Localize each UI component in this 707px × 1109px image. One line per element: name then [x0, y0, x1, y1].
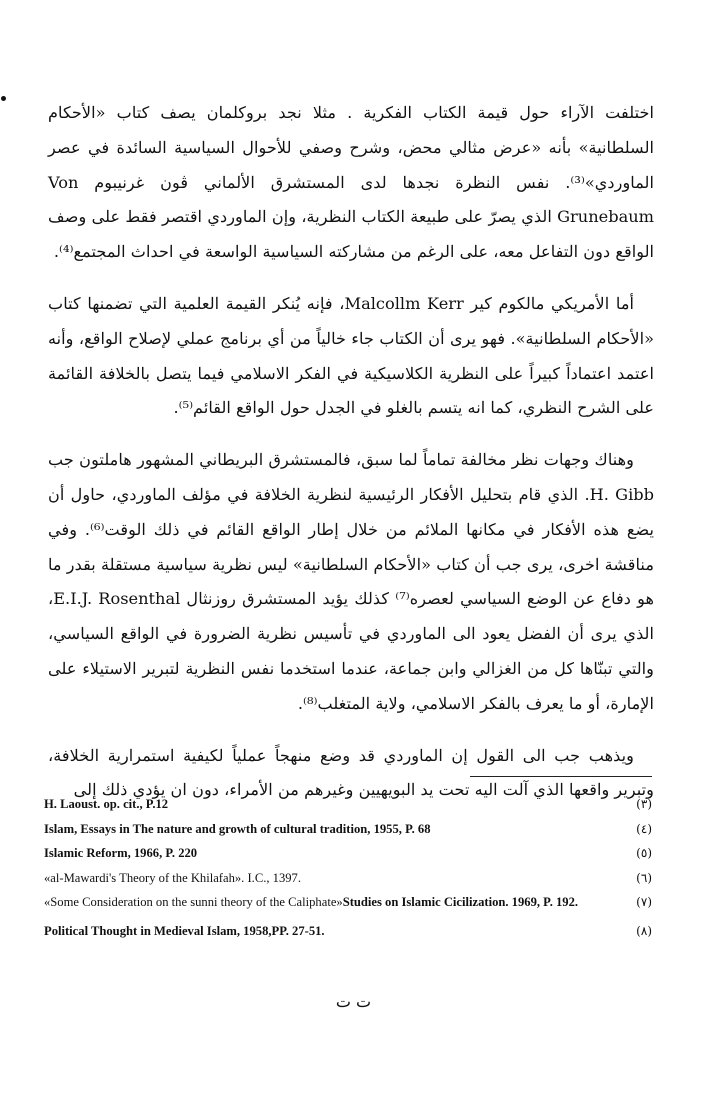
footnote-text: Islamic Reform, 1966, P. 220: [44, 846, 198, 860]
footnote-number: (٦): [636, 870, 652, 885]
page-number: ت ت: [335, 992, 372, 1011]
footnote-text: H. Laoust. op. cit., P.12: [44, 797, 169, 811]
footnote-number: (٨): [636, 923, 652, 938]
footnote-number: (٥): [636, 846, 652, 860]
footnote: [44, 841, 652, 866]
footnote-text: [44, 890, 612, 915]
footnote-text: Political Thought in Medieval Islam, 1958,PP. 27-51.: [44, 923, 325, 938]
footnote: [44, 866, 652, 891]
main-text: [48, 96, 654, 825]
footnotes: [44, 792, 652, 943]
footnote-number: (٧): [636, 895, 652, 909]
paragraph: أما الأمريكي مالكوم كير Malcollm Kerr، فإنه يُنكر القيمة العلمية التي تضمنها كتاب «الأحكام السلطانية». فهو يرى أن الكتاب جاء خالياً من أي برنامج عملي لإصلاح الواقع، وأنه اعتمد اعتماداً كبيراً على النظرية الكلاسيكية في الفكر الاسلامي فيما يتصل بالخلافة القائمة على الشرح النظري، كما انه يتسم بالغلو في الجدل حول الواقع القائم⁽⁵⁾.: [48, 293, 654, 418]
footnote-divider: [470, 776, 652, 777]
footnote-number: (٣): [636, 797, 652, 811]
paragraph: وهناك وجهات نظر مخالفة تماماً لما سبق، فالمستشرق البريطاني المشهور هاملتون جب H. Gibb. الذي قام بتحليل الأفكار الرئيسية لنظرية الخلافة في مؤلف الماوردي، حاول أن يضع هذه الأفكار في مكانها الملائم من خلال إطار الواقع القائم في ذلك الوقت⁽⁶⁾. وفي مناقشة اخرى، يرى جب أن كتاب «الأحكام السلطانية» ليس نظرية سياسية مستقلة بقدر ما هو دفاع عن الوضع السياسي لعصره⁽⁷⁾ كذلك يؤيد المستشرق روزنثال E.I.J. Rosenthal، الذي يرى أن الفضل يعود الى الماوردي في تأسيس نظرية الضرورة في الواقع السياسي، والتي تبنّاها كل من الغزالي وابن جماعة، عندما استخدما نفس النظرية لتبرير الاستيلاء على الإمارة، أو ما يعرف بالفكر الاسلامي، ولاية المتغلب⁽⁸⁾.: [48, 450, 654, 713]
footnote: [44, 919, 652, 944]
paragraph: ويذهب جب الى القول إن الماوردي قد وضع منهجاً عملياً لكيفية استمرارية الخلافة، وتبرير واقعها الذي آلت اليه تحت يد البويهيين وغيرهم من الأمراء، دون ان يؤدي ذلك إلى: [48, 745, 654, 800]
footnote: [44, 890, 652, 915]
footnote-title: «Some Consideration on the sunni theory of the Caliphate»: [44, 895, 343, 909]
footnote-number: (٤): [636, 821, 652, 836]
footnote: [44, 817, 652, 842]
footnote-text: «al-Mawardi's Theory of the Khilafah». I.C., 1397.: [44, 870, 301, 885]
footnote-text: Islam, Essays in The nature and growth of cultural tradition, 1955, P. 68: [44, 821, 431, 836]
margin-mark: [1, 96, 6, 101]
footnote-source: Studies on Islamic Cicilization. 1969, P. 192.: [342, 895, 579, 909]
paragraph: اختلفت الآراء حول قيمة الكتاب الفكرية . مثلا نجد بروكلمان يصف كتاب «الأحكام السلطانية» بأنه «عرض مثالي محض، وشرح وصفي للأحوال السياسية السائدة في عصر الماوردي»⁽³⁾. نفس النظرة نجدها لدى المستشرق الألماني ڤون غرنيبوم Von Grunebaum الذي يصرّ على طبيعة الكتاب النظرية، وإن الماوردي اقتصر فقط على وصف الواقع دون التفاعل معه، على الرغم من مشاركته السياسية الواسعة في احداث المجتمع⁽⁴⁾.: [48, 103, 654, 262]
footnote: [44, 792, 652, 817]
